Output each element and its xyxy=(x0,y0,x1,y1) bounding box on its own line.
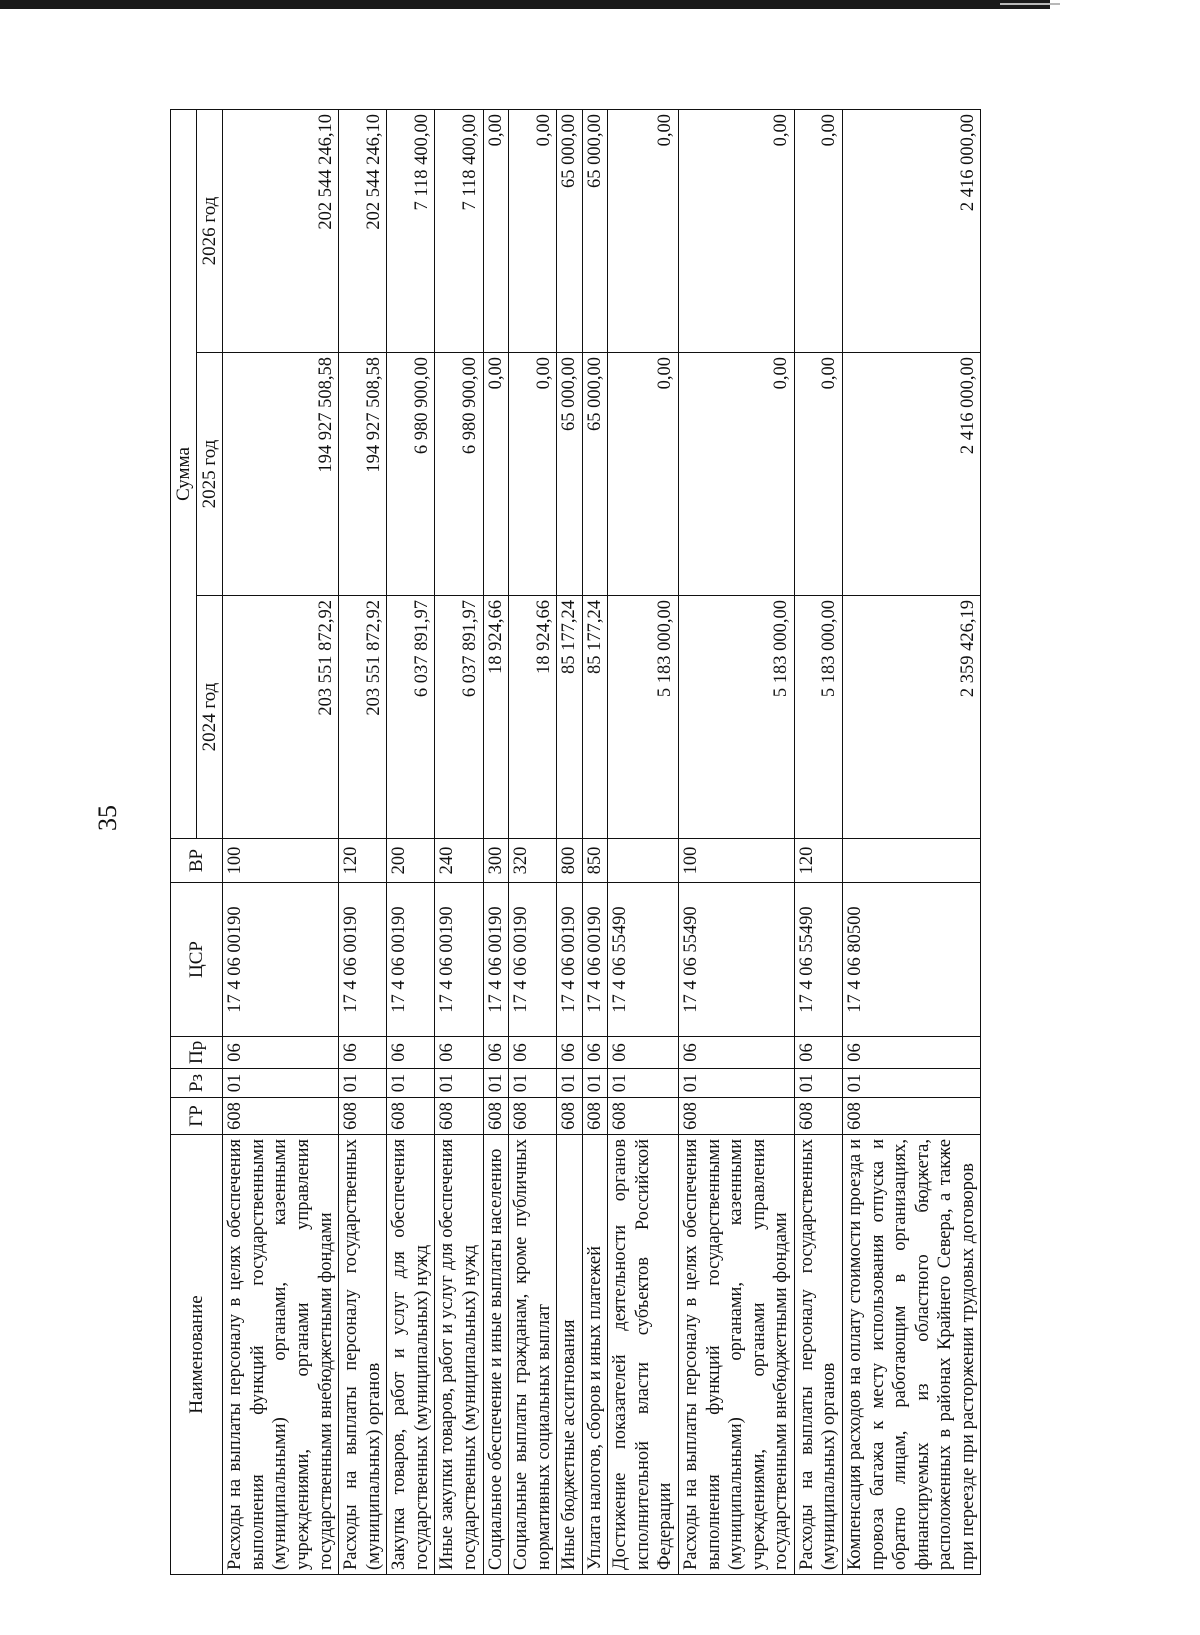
cell-vr: 300 xyxy=(483,839,509,883)
cell-2024: 5 183 000,00 xyxy=(608,596,679,839)
cell-2026: 202 544 246,10 xyxy=(223,110,339,353)
cell-2025: 0,00 xyxy=(483,353,509,596)
cell-csr: 17 4 06 00190 xyxy=(582,883,608,1037)
page-number: 35 xyxy=(93,805,122,831)
header-row-top xyxy=(171,110,197,1575)
cell-csr: 17 4 06 55490 xyxy=(679,883,795,1037)
cell-name: Социальное обеспечение и иные выплаты населению xyxy=(483,1135,509,1575)
cell-2024: 18 924,66 xyxy=(509,596,557,839)
cell-2025: 2 416 000,00 xyxy=(842,353,980,596)
cell-gr: 608 xyxy=(842,1098,980,1135)
cell-2025: 6 980 900,00 xyxy=(387,353,435,596)
cell-vr: 320 xyxy=(509,839,557,883)
cell-csr: 17 4 06 00190 xyxy=(223,883,339,1037)
cell-gr: 608 xyxy=(483,1098,509,1135)
scan-edge-mark xyxy=(1000,3,1060,5)
cell-pr: 06 xyxy=(223,1037,339,1069)
cell-vr: 100 xyxy=(679,839,795,883)
cell-2024: 18 924,66 xyxy=(483,596,509,839)
cell-pr: 06 xyxy=(794,1037,842,1069)
cell-name: Уплата налогов, сборов и иных платежей xyxy=(582,1135,608,1575)
cell-gr: 608 xyxy=(223,1098,339,1135)
table-row xyxy=(223,110,339,1575)
cell-2026: 7 118 400,00 xyxy=(387,110,435,353)
cell-rz: 01 xyxy=(509,1069,557,1098)
header-2025: 2025 год xyxy=(197,353,223,596)
cell-2024: 2 359 426,19 xyxy=(842,596,980,839)
cell-vr: 120 xyxy=(794,839,842,883)
cell-csr: 17 4 06 00190 xyxy=(483,883,509,1037)
cell-gr: 608 xyxy=(608,1098,679,1135)
table-row xyxy=(509,110,557,1575)
cell-name: Закупка товаров, работ и услуг для обеспечения государственных (муниципальных) нужд xyxy=(387,1135,435,1575)
cell-csr: 17 4 06 55490 xyxy=(608,883,679,1037)
cell-name: Иные бюджетные ассигнования xyxy=(557,1135,583,1575)
cell-vr: 850 xyxy=(582,839,608,883)
cell-csr: 17 4 06 00190 xyxy=(435,883,483,1037)
budget-table xyxy=(170,109,981,1575)
cell-gr: 608 xyxy=(582,1098,608,1135)
cell-2024: 6 037 891,97 xyxy=(435,596,483,839)
cell-gr: 608 xyxy=(509,1098,557,1135)
cell-rz: 01 xyxy=(435,1069,483,1098)
cell-gr: 608 xyxy=(435,1098,483,1135)
cell-pr: 06 xyxy=(842,1037,980,1069)
table-row xyxy=(608,110,679,1575)
cell-2024: 203 551 872,92 xyxy=(339,596,387,839)
cell-rz: 01 xyxy=(387,1069,435,1098)
cell-2025: 6 980 900,00 xyxy=(435,353,483,596)
header-csr: ЦСР xyxy=(171,883,223,1037)
cell-pr: 06 xyxy=(608,1037,679,1069)
header-pr: Пр xyxy=(171,1037,223,1069)
cell-csr: 17 4 06 00190 xyxy=(339,883,387,1037)
cell-pr: 06 xyxy=(339,1037,387,1069)
table-row xyxy=(842,110,980,1575)
table-row xyxy=(387,110,435,1575)
cell-name: Компенсация расходов на оплату стоимости проезда и провоза багажа к месту использования отпуска и обратно лицам, работающим в организациях, финансируемых из областного бюджета, расположенных в районах Крайнего Севера, а также при переезде при расторжении трудовых договоров xyxy=(842,1135,980,1575)
cell-gr: 608 xyxy=(794,1098,842,1135)
cell-vr xyxy=(842,839,980,883)
cell-rz: 01 xyxy=(608,1069,679,1098)
header-sum: Сумма xyxy=(171,110,197,839)
cell-2025: 0,00 xyxy=(794,353,842,596)
cell-2025: 0,00 xyxy=(608,353,679,596)
cell-gr: 608 xyxy=(387,1098,435,1135)
cell-2025: 194 927 508,58 xyxy=(223,353,339,596)
cell-gr: 608 xyxy=(679,1098,795,1135)
rotated-page xyxy=(170,110,1105,1575)
cell-vr xyxy=(608,839,679,883)
cell-rz: 01 xyxy=(339,1069,387,1098)
header-gr: ГР xyxy=(171,1098,223,1135)
cell-csr: 17 4 06 00190 xyxy=(387,883,435,1037)
cell-2025: 0,00 xyxy=(679,353,795,596)
cell-2026: 0,00 xyxy=(679,110,795,353)
cell-2025: 65 000,00 xyxy=(582,353,608,596)
cell-name: Достижение показателей деятельности органов исполнительной власти субъектов Российской Федерации xyxy=(608,1135,679,1575)
table-row xyxy=(435,110,483,1575)
cell-name: Расходы на выплаты персоналу государственных (муниципальных) органов xyxy=(339,1135,387,1575)
cell-name: Расходы на выплаты персоналу в целях обеспечения выполнения функций государственными (муниципальными) органами, казенными учреждениями, органами управления государственными внебюджетными фондами xyxy=(679,1135,795,1575)
cell-2026: 0,00 xyxy=(509,110,557,353)
cell-vr: 120 xyxy=(339,839,387,883)
table-row xyxy=(582,110,608,1575)
cell-pr: 06 xyxy=(435,1037,483,1069)
cell-rz: 01 xyxy=(794,1069,842,1098)
header-name: Наименование xyxy=(171,1135,223,1575)
cell-vr: 240 xyxy=(435,839,483,883)
cell-csr: 17 4 06 00190 xyxy=(509,883,557,1037)
header-vr: ВР xyxy=(171,839,223,883)
cell-pr: 06 xyxy=(557,1037,583,1069)
cell-gr: 608 xyxy=(557,1098,583,1135)
cell-pr: 06 xyxy=(509,1037,557,1069)
header-2024: 2024 год xyxy=(197,596,223,839)
cell-2024: 5 183 000,00 xyxy=(794,596,842,839)
table-row xyxy=(483,110,509,1575)
header-rz: Рз xyxy=(171,1069,223,1098)
cell-vr: 100 xyxy=(223,839,339,883)
cell-2024: 6 037 891,97 xyxy=(387,596,435,839)
cell-2026: 65 000,00 xyxy=(582,110,608,353)
cell-2024: 85 177,24 xyxy=(582,596,608,839)
cell-2024: 5 183 000,00 xyxy=(679,596,795,839)
cell-vr: 800 xyxy=(557,839,583,883)
cell-name: Иные закупки товаров, работ и услуг для обеспечения государственных (муниципальных) нужд xyxy=(435,1135,483,1575)
cell-name: Расходы на выплаты персоналу государственных (муниципальных) органов xyxy=(794,1135,842,1575)
cell-2026: 7 118 400,00 xyxy=(435,110,483,353)
table-row xyxy=(794,110,842,1575)
cell-2026: 0,00 xyxy=(483,110,509,353)
cell-rz: 01 xyxy=(582,1069,608,1098)
cell-name: Расходы на выплаты персоналу в целях обеспечения выполнения функций государственными (муниципальными) органами, казенными учреждениями, органами управления государственными внебюджетными фондами xyxy=(223,1135,339,1575)
cell-rz: 01 xyxy=(679,1069,795,1098)
cell-name: Социальные выплаты гражданам, кроме публичных нормативных социальных выплат xyxy=(509,1135,557,1575)
cell-2024: 85 177,24 xyxy=(557,596,583,839)
cell-rz: 01 xyxy=(483,1069,509,1098)
table-row xyxy=(339,110,387,1575)
cell-pr: 06 xyxy=(679,1037,795,1069)
cell-vr: 200 xyxy=(387,839,435,883)
cell-2025: 0,00 xyxy=(509,353,557,596)
cell-2025: 65 000,00 xyxy=(557,353,583,596)
cell-2026: 0,00 xyxy=(608,110,679,353)
cell-rz: 01 xyxy=(223,1069,339,1098)
cell-pr: 06 xyxy=(483,1037,509,1069)
header-2026: 2026 год xyxy=(197,110,223,353)
cell-2026: 65 000,00 xyxy=(557,110,583,353)
cell-2026: 202 544 246,10 xyxy=(339,110,387,353)
cell-rz: 01 xyxy=(842,1069,980,1098)
table-row xyxy=(679,110,795,1575)
cell-2024: 203 551 872,92 xyxy=(223,596,339,839)
cell-csr: 17 4 06 80500 xyxy=(842,883,980,1037)
cell-csr: 17 4 06 55490 xyxy=(794,883,842,1037)
cell-pr: 06 xyxy=(582,1037,608,1069)
table-body xyxy=(223,110,981,1575)
scan-edge-bar xyxy=(0,0,1050,9)
cell-rz: 01 xyxy=(557,1069,583,1098)
cell-2025: 194 927 508,58 xyxy=(339,353,387,596)
cell-pr: 06 xyxy=(387,1037,435,1069)
cell-2026: 2 416 000,00 xyxy=(842,110,980,353)
cell-gr: 608 xyxy=(339,1098,387,1135)
table-row xyxy=(557,110,583,1575)
cell-csr: 17 4 06 00190 xyxy=(557,883,583,1037)
cell-2026: 0,00 xyxy=(794,110,842,353)
